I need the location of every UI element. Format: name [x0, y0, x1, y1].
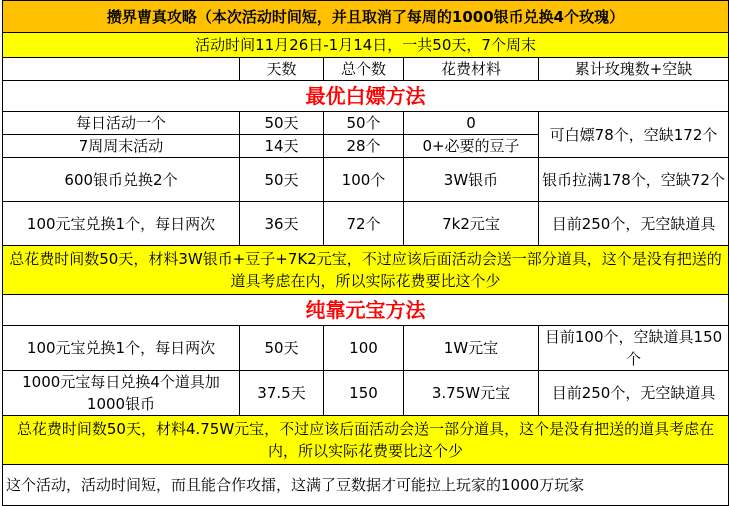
- cost-cell: 1W元宝: [404, 326, 539, 371]
- count-cell: 28个: [324, 135, 404, 158]
- section-title-free: 最优白嫖方法: [3, 81, 729, 112]
- header-total: 累计玫瑰数+空缺: [539, 58, 729, 81]
- header-count: 总个数: [324, 58, 404, 81]
- note-cell: 目前100个，空缺道具150个: [539, 326, 729, 371]
- days-cell: 37.5天: [240, 371, 324, 416]
- days-cell: 14天: [240, 135, 324, 158]
- count-cell: 72个: [324, 202, 404, 246]
- summary-free: 总花费时间数50天，材料3W银币+豆子+7K2元宝，不过应该后面活动会送一部分道具，这个是没有把送的道具考虑在内，所以实际花费要比这个少: [3, 246, 729, 295]
- event-period: 活动时间11月26日-1月14日，一共50天，7个周末: [3, 33, 729, 58]
- table-row: [3, 371, 729, 416]
- note-cell: 目前250个，无空缺道具: [539, 202, 729, 246]
- cost-cell: 0+必要的豆子: [404, 135, 539, 158]
- section-title-yuanbao: 纯靠元宝方法: [3, 295, 729, 326]
- count-cell: 100个: [324, 158, 404, 202]
- header-blank: [3, 58, 240, 81]
- count-cell: 150: [324, 371, 404, 416]
- page-title: 攒界曹真攻略（本次活动时间短，并且取消了每周的1000银币兑换4个玫瑰）: [3, 1, 729, 33]
- note-cell: 目前250个，无空缺道具: [539, 371, 729, 416]
- item-cell: 每日活动一个: [3, 112, 240, 135]
- count-cell: 100: [324, 326, 404, 371]
- header-cost: 花费材料: [404, 58, 539, 81]
- item-cell: 600银币兑换2个: [3, 158, 240, 202]
- item-cell: 7周周末活动: [3, 135, 240, 158]
- cost-cell: 3.75W元宝: [404, 371, 539, 416]
- footer-note: 这个活动，活动时间短，而且能合作攻擂，这满了豆数据才可能拉上玩家的1000万玩家: [3, 465, 729, 506]
- cost-cell: 0: [404, 112, 539, 135]
- cost-cell: 7k2元宝: [404, 202, 539, 246]
- table-row: [3, 202, 729, 246]
- header-days: 天数: [240, 58, 324, 81]
- note-cell: 银币拉满178个，空缺72个: [539, 158, 729, 202]
- item-cell: 100元宝兑换1个，每日两次: [3, 202, 240, 246]
- table-row: [3, 112, 729, 135]
- days-cell: 36天: [240, 202, 324, 246]
- table-row: [3, 158, 729, 202]
- days-cell: 50天: [240, 326, 324, 371]
- item-cell: 100元宝兑换1个，每日两次: [3, 326, 240, 371]
- strategy-table: [2, 0, 729, 506]
- item-cell: 1000元宝每日兑换4个道具加1000银币: [3, 371, 240, 416]
- days-cell: 50天: [240, 112, 324, 135]
- note-cell: 可白嫖78个，空缺172个: [539, 112, 729, 158]
- count-cell: 50个: [324, 112, 404, 135]
- table-row: [3, 326, 729, 371]
- days-cell: 50天: [240, 158, 324, 202]
- summary-yuanbao: 总花费时间数50天，材料4.75W元宝，不过应该后面活动会送一部分道具，这个是没有把送的道具考虑在内，所以实际花费要比这个少: [3, 416, 729, 465]
- header-row: [3, 58, 729, 81]
- cost-cell: 3W银币: [404, 158, 539, 202]
